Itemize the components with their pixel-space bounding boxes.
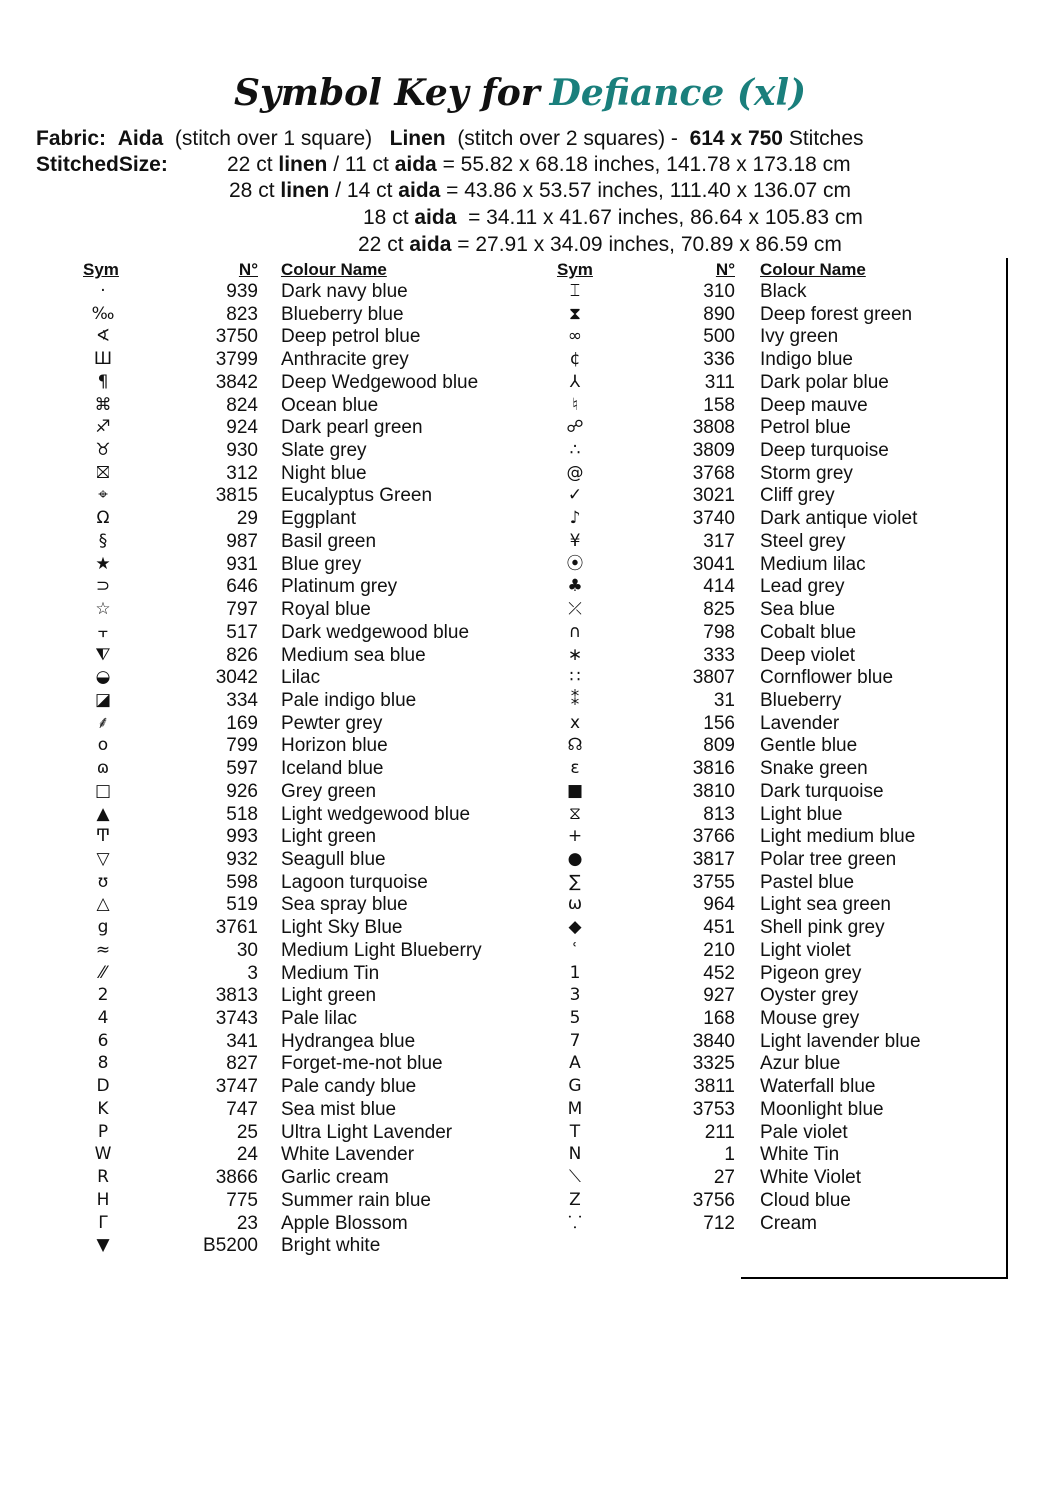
symbol-icon: 8 — [97, 1053, 109, 1074]
thread-number: 210 — [703, 939, 735, 961]
size-text-mid: / 14 ct — [329, 179, 399, 202]
colour-name: Cliff grey — [760, 485, 835, 507]
colour-name: Deep violet — [760, 644, 856, 666]
thread-number: 747 — [226, 1098, 258, 1120]
symbol-icon: A — [569, 1053, 581, 1074]
colour-name: Light medium blue — [760, 826, 916, 848]
colour-name: Dark turquoise — [760, 780, 884, 802]
colour-name: Lead grey — [760, 576, 845, 598]
size-text-pre: 22 ct — [227, 153, 279, 176]
thread-number: 3815 — [215, 485, 258, 507]
thread-number: 518 — [226, 803, 258, 825]
colour-name: Dark navy blue — [281, 281, 408, 302]
symbol-icon: ⤫ — [568, 599, 582, 620]
stitched-size-label: StitchedSize: — [36, 153, 168, 176]
thread-number: 827 — [226, 1053, 258, 1075]
colour-name: Eucalyptus Green — [281, 485, 433, 507]
thread-number: 924 — [226, 417, 258, 439]
colour-name: Dark antique violet — [760, 508, 918, 530]
thread-number: 311 — [704, 371, 735, 393]
thread-number: 3842 — [215, 371, 258, 393]
stitched-size-line — [363, 205, 863, 231]
colour-name: Lagoon turquoise — [281, 871, 428, 893]
colour-name: White Lavender — [281, 1144, 415, 1166]
symbol-icon: ▽ — [96, 849, 110, 869]
symbol-icon: ⁑ — [570, 689, 580, 710]
thread-number: 813 — [703, 803, 735, 825]
thread-number: 1 — [724, 1144, 735, 1166]
colour-name: Apple Blossom — [281, 1212, 408, 1234]
thread-number: 3041 — [692, 553, 735, 575]
colour-name: Steel grey — [760, 530, 846, 552]
colour-name: Ivy green — [760, 326, 839, 348]
colour-name: Night blue — [281, 462, 367, 484]
symbol-icon: ∞ — [567, 326, 583, 347]
thread-number: 3766 — [692, 826, 735, 848]
thread-number: 519 — [226, 894, 258, 916]
thread-number: 317 — [703, 530, 735, 552]
colour-name: Royal blue — [281, 599, 371, 621]
symbol-icon: ¥ — [569, 530, 581, 551]
symbol-icon: 3 — [569, 985, 581, 1006]
fabric-aida-note: (stitch over 1 square) — [174, 127, 373, 150]
thread-number: 775 — [226, 1189, 258, 1211]
colour-name: Light green — [281, 826, 377, 848]
symbol-icon: § — [98, 530, 108, 551]
thread-number: 211 — [704, 1121, 735, 1143]
symbol-icon: ✓ — [567, 485, 583, 506]
symbol-icon: Ω — [96, 508, 110, 529]
symbol-icon: H — [96, 1189, 110, 1210]
stitched-size-line — [227, 152, 851, 178]
symbol-icon: ■ — [566, 780, 584, 801]
colour-name: Ocean blue — [281, 394, 379, 416]
symbol-icon: ∗ — [567, 644, 583, 665]
symbol-icon: ∢ — [95, 326, 111, 347]
stitched-size-line — [358, 232, 842, 258]
header-num-right: N° — [715, 260, 735, 279]
symbol-icon: ‰ — [91, 303, 115, 324]
thread-number: 826 — [226, 644, 258, 666]
symbol-icon: ⟍ — [569, 1167, 581, 1188]
thread-number: 3816 — [692, 758, 735, 780]
symbol-icon: ◒ — [95, 667, 111, 688]
thread-number: 797 — [226, 599, 258, 621]
symbol-icon: 5 — [569, 1008, 581, 1029]
colour-name: Summer rain blue — [281, 1189, 431, 1211]
thread-number: 3809 — [692, 440, 735, 462]
thread-number: 3866 — [215, 1167, 258, 1189]
symbol-icon: W — [94, 1144, 112, 1165]
symbol-icon: o — [97, 735, 109, 756]
colour-name: Anthracite grey — [281, 349, 409, 371]
colour-name: Light violet — [760, 939, 851, 961]
symbol-icon: Γ — [98, 1212, 108, 1233]
colour-name: White Violet — [760, 1167, 862, 1189]
symbol-icon: □ — [94, 780, 112, 801]
symbol-icon: ● — [567, 849, 583, 869]
thread-number: 824 — [226, 394, 258, 416]
symbol-icon: D — [96, 1076, 110, 1097]
symbol-icon: ◪ — [94, 689, 112, 710]
thread-number: 451 — [703, 917, 735, 939]
symbol-icon: ☊ — [567, 735, 583, 756]
symbol-icon: ɛ — [570, 758, 580, 779]
thread-number: 29 — [236, 508, 258, 530]
colour-name: Sea blue — [760, 599, 836, 621]
thread-number: 939 — [226, 281, 258, 302]
thread-number: 597 — [226, 758, 258, 780]
symbol-icon: ♐ — [95, 417, 111, 438]
thread-number: 3811 — [694, 1076, 735, 1098]
thread-number: 3813 — [215, 985, 258, 1007]
symbol-icon: ♉ — [95, 440, 111, 461]
symbol-icon: ʊ — [97, 871, 109, 892]
thread-number: 158 — [703, 394, 735, 416]
colour-name: Blueberry blue — [281, 303, 404, 325]
thread-number: 825 — [703, 599, 735, 621]
thread-number: 3807 — [692, 667, 735, 689]
thread-number: 809 — [703, 735, 735, 757]
colour-name: Slate grey — [281, 440, 367, 462]
colour-name: Garlic cream — [281, 1167, 389, 1189]
thread-number: 333 — [703, 644, 735, 666]
thread-number: 3 — [247, 962, 258, 984]
colour-name: Light lavender blue — [760, 1030, 921, 1052]
colour-name: Indigo blue — [760, 349, 853, 371]
symbol-icon: ∑ — [569, 871, 581, 892]
thread-number: 3810 — [692, 780, 735, 802]
size-text-b2: aida — [414, 206, 457, 229]
thread-number: 517 — [226, 621, 258, 643]
size-text-b2: aida — [394, 153, 437, 176]
symbol-icon: 2 — [97, 985, 109, 1006]
symbol-icon: Z — [569, 1189, 581, 1210]
colour-name: Medium sea blue — [281, 644, 426, 666]
symbol-icon: g — [97, 917, 109, 938]
thread-number: 310 — [703, 281, 735, 302]
symbol-icon: ⸙ — [96, 712, 110, 733]
colour-name: Dark polar blue — [760, 371, 889, 393]
thread-number: 712 — [703, 1212, 735, 1234]
colour-name: Seagull blue — [281, 849, 386, 870]
thread-number: 823 — [226, 303, 258, 325]
thread-number: 414 — [703, 576, 735, 598]
thread-number: 3325 — [692, 1053, 735, 1075]
colour-name: Iceland blue — [281, 758, 384, 780]
colour-name: Cloud blue — [760, 1189, 851, 1211]
colour-name: Storm grey — [760, 462, 853, 484]
thread-number: 646 — [226, 576, 258, 598]
colour-name: Dark wedgewood blue — [281, 621, 470, 643]
thread-number: 27 — [713, 1167, 735, 1189]
colour-name: White Tin — [760, 1144, 840, 1166]
colour-name: Shell pink grey — [760, 917, 885, 939]
thread-number: 156 — [703, 712, 735, 734]
symbol-icon: + — [567, 826, 583, 847]
thread-number: 334 — [226, 689, 258, 711]
colour-name: Petrol blue — [760, 417, 851, 439]
thread-number: 987 — [226, 530, 258, 552]
size-text-post: = 27.91 x 34.09 inches, 70.89 x 86.59 cm — [451, 233, 842, 256]
thread-number: 25 — [236, 1121, 258, 1143]
symbol-icon: ▼ — [96, 1235, 110, 1256]
symbol-icon: 7 — [569, 1030, 581, 1051]
colour-name: Light blue — [760, 803, 843, 825]
size-text-post: = 43.86 x 53.57 inches, 111.40 x 136.07 cm — [440, 179, 852, 202]
fabric-label: Fabric: — [36, 127, 107, 150]
colour-name: Ultra Light Lavender — [281, 1121, 453, 1143]
symbol-icon: △ — [96, 894, 110, 915]
symbol-icon: ≈ — [95, 939, 111, 960]
stitched-size-line — [229, 178, 851, 204]
colour-name: Pale candy blue — [281, 1076, 417, 1098]
thread-number: 3747 — [215, 1076, 258, 1098]
symbol-icon: G — [568, 1076, 582, 1097]
colour-name: Black — [760, 281, 807, 302]
thread-number: 3021 — [692, 485, 735, 507]
table-border-right — [1006, 258, 1008, 1279]
title-prefix: Symbol Key for — [233, 72, 540, 114]
page-title — [0, 72, 1040, 114]
size-text-post: = 55.82 x 68.18 inches, 141.78 x 173.18 cm — [436, 153, 851, 176]
symbol-icon: ⁄⁄ — [100, 962, 106, 983]
colour-name: Light sea green — [760, 894, 891, 916]
symbol-icon: ⌘ — [94, 394, 112, 415]
colour-name: Pale indigo blue — [281, 689, 417, 711]
thread-number: 452 — [703, 962, 735, 984]
symbol-icon: ◆ — [568, 917, 582, 938]
thread-number: 799 — [226, 735, 258, 757]
symbol-icon: ⸪ — [568, 1212, 582, 1233]
symbol-icon: 4 — [97, 1008, 109, 1029]
colour-name: Light green — [281, 985, 377, 1007]
thread-number: 3755 — [692, 871, 735, 893]
thread-number: 598 — [226, 871, 258, 893]
header-name-left: Colour Name — [281, 260, 387, 279]
thread-number: 3768 — [692, 462, 735, 484]
fabric-aida: Aida — [117, 127, 164, 150]
symbol-icon: ⧨ — [95, 644, 111, 665]
thread-number: 3840 — [692, 1030, 735, 1052]
symbol-icon: ¢ — [569, 349, 581, 370]
colour-name: Forget-me-not blue — [281, 1053, 443, 1075]
thread-number: 3761 — [215, 917, 258, 939]
symbol-icon: ¶ — [97, 371, 109, 392]
title-pattern-name: Defiance (xl) — [549, 72, 807, 114]
thread-number: 3756 — [692, 1189, 735, 1211]
size-text-b2: aida — [398, 179, 441, 202]
colour-name: Cobalt blue — [760, 621, 857, 643]
colour-name: Medium Tin — [281, 962, 380, 984]
colour-name: Medium Light Blueberry — [281, 939, 482, 961]
symbol-icon: ♪ — [569, 508, 581, 529]
thread-number: 927 — [703, 985, 735, 1007]
symbol-icon: ⫟ — [97, 621, 109, 642]
header-sym-left: Sym — [83, 260, 119, 279]
symbol-icon: T — [569, 1121, 581, 1142]
header-name-right: Colour Name — [760, 260, 866, 279]
symbol-icon: · — [100, 281, 106, 301]
header-num-left: N° — [238, 260, 258, 279]
colour-name: Medium lilac — [760, 553, 866, 575]
symbol-icon: 6 — [97, 1030, 109, 1051]
thread-number: 3808 — [692, 417, 735, 439]
colour-name: Light Sky Blue — [281, 917, 403, 939]
symbol-icon: ⌶ — [569, 281, 581, 301]
thread-number: 31 — [713, 689, 735, 711]
colour-name: Deep forest green — [760, 303, 913, 325]
symbol-icon: ω — [567, 894, 583, 915]
size-text-b2: aida — [409, 233, 452, 256]
symbol-icon: ∩ — [568, 621, 582, 642]
size-text-pre: 28 ct — [229, 179, 281, 202]
thread-number: 24 — [236, 1144, 258, 1166]
colour-name: Pastel blue — [760, 871, 855, 893]
colour-name: Polar tree green — [760, 849, 897, 870]
colour-name: Sea spray blue — [281, 894, 408, 916]
size-text-b1: linen — [280, 179, 330, 202]
colour-name: Deep mauve — [760, 394, 868, 416]
thread-number: 312 — [226, 462, 258, 484]
colour-name: Lavender — [760, 712, 840, 734]
symbol-icon: ɷ — [96, 758, 110, 779]
colour-name: Grey green — [281, 780, 377, 802]
colour-name: Hydrangea blue — [281, 1030, 416, 1052]
colour-name: Bright white — [281, 1235, 381, 1257]
symbol-icon: 1 — [569, 962, 581, 983]
symbol-icon: ⧗ — [569, 303, 581, 324]
symbol-icon: ⌖ — [98, 485, 108, 506]
symbol-icon: ⊃ — [95, 576, 111, 597]
size-text-b1: linen — [278, 153, 328, 176]
symbol-icon: K — [97, 1098, 109, 1119]
symbol-icon: x — [569, 712, 581, 733]
symbol-icon: Ͳ — [95, 826, 111, 847]
colour-name: Blue grey — [281, 553, 362, 575]
colour-name: Blueberry — [760, 689, 842, 711]
header-sym-right: Sym — [557, 260, 593, 279]
thread-number: 930 — [226, 440, 258, 462]
symbol-icon: M — [567, 1098, 583, 1119]
thread-number: 336 — [703, 349, 735, 371]
colour-name: Snake green — [760, 758, 868, 780]
symbol-icon: ♣ — [567, 576, 583, 597]
thread-number: 500 — [703, 326, 735, 348]
colour-name: Pale lilac — [281, 1008, 358, 1030]
thread-number: 30 — [236, 939, 258, 961]
symbol-icon: ʿ — [572, 939, 578, 960]
colour-name: Cream — [760, 1212, 818, 1234]
symbol-icon: ▲ — [96, 803, 110, 824]
symbol-icon: ⧖ — [569, 803, 581, 824]
size-text-pre: 18 ct — [363, 206, 415, 229]
symbol-icon: Ш — [93, 349, 113, 370]
thread-number: 798 — [703, 621, 735, 643]
colour-name: Eggplant — [281, 508, 357, 530]
symbol-icon: P — [97, 1121, 109, 1142]
thread-number: 931 — [226, 553, 258, 575]
colour-name: Gentle blue — [760, 735, 858, 757]
stitches-label: Stitches — [788, 127, 864, 150]
colour-name: Light wedgewood blue — [281, 803, 471, 825]
stitched-size-label-wrap — [36, 152, 168, 178]
thread-number: 3753 — [692, 1098, 735, 1120]
colour-name: Cornflower blue — [760, 667, 894, 689]
thread-number: 23 — [236, 1212, 258, 1234]
colour-name: Pale violet — [760, 1121, 848, 1143]
fabric-linen: Linen — [389, 127, 446, 150]
stitch-count: 614 x 750 — [689, 127, 783, 150]
colour-name: Platinum grey — [281, 576, 398, 598]
thread-number: 3743 — [215, 1008, 258, 1030]
size-text-mid: / 11 ct — [327, 153, 395, 176]
colour-name: Moonlight blue — [760, 1098, 884, 1120]
symbol-icon: R — [97, 1167, 109, 1188]
symbol-icon: ∴ — [569, 440, 581, 461]
thread-number: 890 — [703, 303, 735, 325]
size-text-pre: 22 ct — [358, 233, 410, 256]
colour-name: Lilac — [281, 667, 321, 689]
symbol-icon: ⦿ — [566, 553, 584, 574]
thread-number: 169 — [226, 712, 258, 734]
colour-name: Basil green — [281, 530, 377, 552]
symbol-icon: ⛝ — [96, 462, 110, 483]
colour-name: Oyster grey — [760, 985, 859, 1007]
thread-number: 932 — [226, 849, 258, 870]
thread-number: 3042 — [215, 667, 258, 689]
symbol-icon: N — [568, 1144, 582, 1165]
colour-name: Deep turquoise — [760, 440, 889, 462]
size-text-post: = 34.11 x 41.67 inches, 86.64 x 105.83 cm — [456, 206, 863, 229]
colour-name: Pewter grey — [281, 712, 383, 734]
symbol-icon: @ — [566, 462, 584, 483]
symbol-icon: ∷ — [569, 667, 581, 688]
symbol-icon: ⅄ — [569, 371, 581, 392]
table-border-bottom — [741, 1277, 1007, 1279]
colour-name: Azur blue — [760, 1053, 841, 1075]
symbol-icon: ★ — [95, 553, 111, 574]
colour-name: Deep Wedgewood blue — [281, 371, 479, 393]
colour-name: Horizon blue — [281, 735, 388, 757]
thread-number: 964 — [703, 894, 735, 916]
symbol-icon: ☆ — [95, 599, 111, 620]
colour-name: Mouse grey — [760, 1008, 860, 1030]
thread-number: 3750 — [215, 326, 258, 348]
thread-number: 3740 — [692, 508, 735, 530]
colour-name: Deep petrol blue — [281, 326, 421, 348]
thread-number: 168 — [703, 1008, 735, 1030]
thread-number: 926 — [226, 780, 258, 802]
colour-name: Waterfall blue — [760, 1076, 876, 1098]
thread-number: B5200 — [203, 1235, 258, 1257]
fabric-line — [36, 126, 864, 152]
symbol-icon: ♮ — [571, 394, 579, 415]
colour-name: Pigeon grey — [760, 962, 862, 984]
symbol-icon: ☍ — [566, 417, 584, 438]
thread-number: 341 — [226, 1030, 258, 1052]
fabric-linen-note: (stitch over 2 squares) - — [457, 127, 678, 150]
colour-name: Sea mist blue — [281, 1098, 397, 1120]
colour-name: Dark pearl green — [281, 417, 423, 439]
thread-number: 3817 — [692, 849, 735, 870]
thread-number: 3799 — [215, 349, 258, 371]
thread-number: 993 — [226, 826, 258, 848]
